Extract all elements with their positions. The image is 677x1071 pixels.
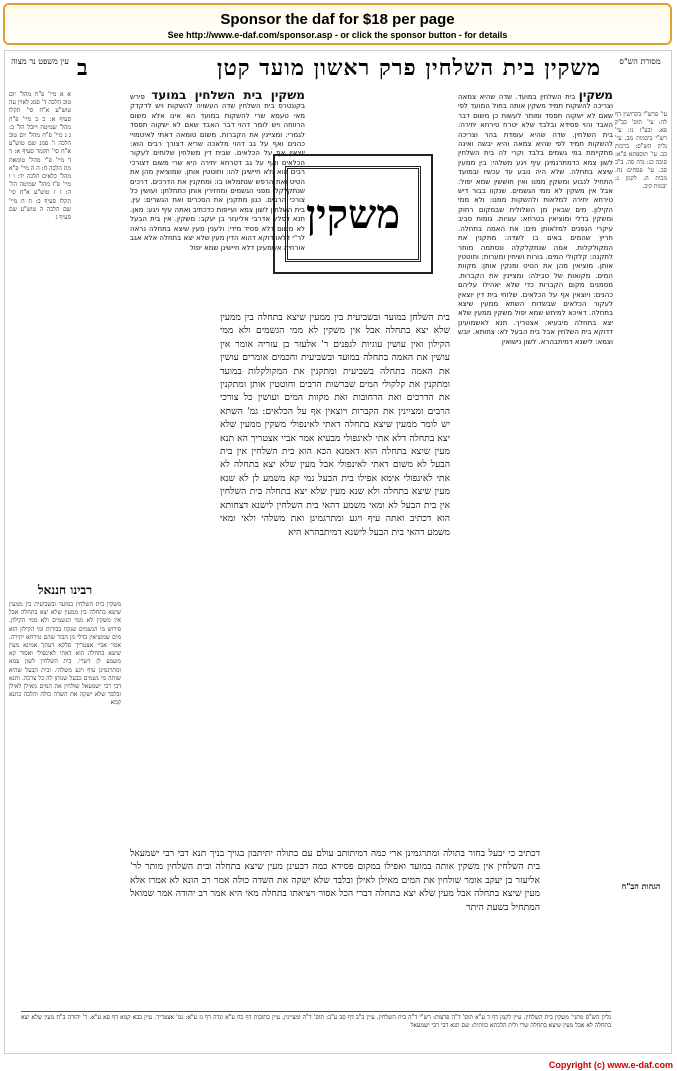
rashi-dibbur: משקין: [578, 91, 613, 102]
tosafot-title: משקין בית השלחין במועד: [151, 91, 305, 102]
daf-number: ב: [77, 55, 88, 81]
hagahot-label: הגהות הב"ח: [621, 881, 661, 891]
ein-mishpat-label: עין משפט נר מצוה: [11, 57, 69, 66]
gemara-text-continued: דכתיב כי יבעל בחור בתולה ומתרגמינן ארי כמה דמיתותב עולם עם בתולה יתיתבון בגויך בניך תנא דבי רבי ישמעאל בית השלחין אין משקין אותה במועד ואפילו במקום פסידא כמה דבעינן מעין שיצא בתחלה ובית השלחין מותר לר' אליעזר בן יעקב אומר שולחין את המים מאילן לאילן ובלבד שלא ישקה את השדה כולה אמר רב הונא לא אמרו אלא מעין שיצא בתחלה אבל מעין שלא יצא בתחלה דברי הכל אסור ויציאתו בתחלה מאי היא אמר רב יהודה אמר שמואל המתחיל בשעת היתר: [130, 848, 540, 913]
tosafot-text: פירש בקונטרס בית השלחין שדה העשויה להשקות ויש לדקדק מאי טעמא שרי להשקות במועד הא אינו אלא משום הרווחה ויש לומר דהוי דבר האבד שאם לא ישקוה תפסד לגמרי: ומציינין את הקברות. משום טומאה דאתי לאיטמויי כהנים ואף על גב דהוי מלאכה שריא דצורך רבים הוא: יוצאין אף על הכלאים. שבית דין משלחין שלוחים לעקור הכלאים ואף על גב דטרחא יתירה היא שרי משום דצורכי רבים הוא ולא חיישינן להו: וחוטטין אותן. שמוציאין מהן את הטיט ואת הרפש שנתמלאו בו: ומתקנין את הדרכים. דרכים שנתקלקלו מפני הגשמים ומחזירין אותן כתחלתן: ועושין כל צורכי הרבים. כגון מתקנין את הסכרים ואת הגשרים: עין. בית השלחין לשון צמא ועייפות כדכתיב ואתה עיף ויגע: מאן. תנא דפליג אדרבי אליעזר בן יעקב: משקין. אין בית הבעל לא משום דלא פסיד מידי: ולענין מעין שיצא בתחלה נראה לר"י דלאו דוקא דהוא הדין מעין שלא יצא בתחלה אלא אגב אורחיה אשמעינן דלא חיישינן שמא יפול: [130, 93, 305, 252]
running-head: משקין בית השלחין פרק ראשון מועד קטן: [216, 55, 601, 81]
masoret-hashas-label: מסורת הש"ס: [619, 57, 661, 66]
sponsor-banner-title[interactable]: Sponsor the daf for $18 per page: [220, 11, 455, 28]
sponsor-banner[interactable]: [3, 3, 672, 45]
ein-mishpat-column: א א מיי' פ"ח מהל' יום טוב הלכה ד' סמג לאוין עה טוש"ע א"ח סי' תקלז סעיף א: ב ב מיי' פ"ח מהל' שמיטה ויובל הל' ב: ג ג מיי' פ"ח מהל' יום טוב הלכה ו' סמג שם טוש"ע א"ח סי' תקמד סעיף א: ד ד מיי' פ"י מהל' טומאת מת הלכה ח: ה ה מיי' פ"א מהל' כלאים הלכה יד: ו ו מיי' פ"ז מהל' שמיטה הל' ה: ז ז טוש"ע א"ח סי' תקלז סעיף ב: ח ח מיי' שם הלכה ה טוש"ע שם סעיף ג: [9, 91, 71, 222]
sponsor-banner-subtitle[interactable]: See http://www.e-daf.com/sponsor.asp - or click the sponsor button - for details: [167, 30, 508, 40]
talmud-page: [4, 50, 672, 1054]
opening-word: משקין: [305, 190, 401, 238]
rabbenu-chananel-title: רבינו חננאל: [37, 583, 93, 597]
rashi-text: בית השלחין במועד. שדה שהיא צמאה וצריכה להשקות תמיד משקין אותה בחול המועד לפי שאם לא ישקוה תפסד ומותר לעשות כן משום דבר האבד והוי פסידא ובלבד שלא יטרח טירחא יתירה: בית השלחין. שדה שהיא עומדת בהר וצריכה להשקות תמיד לפי שהיא צמאה והיא יבשה ואינה מתקיימת במי גשמים בלבד וקרי לה בית השלחין לשון צמא כדמתרגמינן עיף ויגע משלהי: בין ממעין שיצא בתחלה. שלא היה נובע עד עכשיו ובמועד התחיל לנבוע ומשקין ממנו ואין חוששין שמא יפול: אבל אין משקין לא ממי הגשמים. שנקוו בבור דיש טירחא יתירה למלאות ולהשקות ממנו: ולא ממי הקילון. מים שבאין מן השלולית שבמקום רחוק ומשקין בדלי ומוציאין בטרחא: עוגיות. גומות סביב עיקרי הגפנים למלאותן מים: את האמה בתחלה. חריץ שהמים באים בו לשדה: מתקנין את המקולקלות. אמה שנתקלקלה ונסתמה מותר לתקנה: קלקולי המים. בורות ושיחין ומערות: וחוטטין אותן. מוציאין מהן את הטיט ומנקין אותן: מקוות המים. מקואות של טבילה: ומציינין את הקברות. מסמנים מקום הקברות כדי שלא יאהילו עליהם כהנים: ויוצאין אף על הכלאים. שלוחי בית דין יוצאין לעקור הכלאים שבשדות: [458, 93, 613, 308]
gilyon-hashas-footnotes: גליון הש"ס מתני' משקין בית השלחין. עיין לקמן דף ד ע"א תוס' ד"ה פרצות: רש"י ד"ה בית השלחין. עיין ב"ב דף סב ע"ב: תוס' ד"ה ומציינין. עיין כתובות דף כח ע"א ונדה דף נז ע"א: גמ' אצטריך. עיין בבא קמא דף פא ע"א. ר' יהודה ב"ח מעין שלא יצא בתחלה לא אבל מעין שיצא בתחלה שרי ולית הלכתא כוותיה: שם תנא דבי רבי ישמעאל: [21, 1011, 611, 1052]
masoret-hashas-column: עי' פרש"י בקדושין דף לה: עי' תוס' בב"ק פא. ובע"ז נו: עי' רש"י ביבמות מב. עי' גליון הש"ס: ברכות כב. עי' תוספתא פ"א: סוכה כג: נדה סה. ב"ב סב. עי' פסחים נח. מכות ח. לקמן ג: יבמות קיב.: [615, 111, 667, 190]
gemara-text: בית השלחן במועד ובשביעית בין ממעין שיצא בתחלה בין ממעין שלא יצא בתחלה אבל אין משקין לא ממי הגשמים ולא ממי הקילון ואין עושין עוגיות לגפנים ר' אלעזר בן עזריה אומר אין עושין את האמה בתחלה במועד ובשביעית וחכמים אומרים עושין את האמה בתחלה בשביעית ומתקנין את המקולקלות במועד ומתקנין את קלקולי המים שברשות הרבים וחוטטין אותן ומתקנין את הדרכים ואת הרחובות ואת מקוות המים ועושין כל צורכי הרבים ומציינין את הקברות ויוצאין אף על הכלאים: גמ' השתא יש לומר ממעין שיצא בתחלה דאתי לאינפולי משקין ממעין שלא יצא בתחלה דלא אתי לאינפולי מבעיא אמר אביי אצטריך הא תנא מעין שיצא בתחלה הוא דאמנא הכא הוא בית השלחין אין בית הבעל לא משום דאתי לאינפולי אבל מעין שלא יצא בתחלה לא אתי לאינפולי אימא אפילו בית הבעל נמי קא משמע לן לא שנא מעין שיצא בתחלה ולא שנא מעין שלא יצא בתחלה בית השלחין אין בית הבעל לא ומאי משמע דהאי בית השלחין לישנא דצחותא הוא דכתיב ואתה עיף ויגע ומתרגמינן ואת משלהי ולאי ומאי משמע דהאי בית הבעל לישנא דמיתבהרא היא: [220, 312, 450, 538]
tosafot-commentary: [130, 91, 305, 891]
page-header: [5, 55, 671, 89]
rabbenu-chananel-text: משקין בית השלחין במועד ובשביעית בין ממעין שיצא בתחלה בין ממעין שלא יצא בתחלה אבל אין משקין לא ממי הגשמים ולא ממי הקילון. פירוש מי הגשמים שנקוו בבורות ומי הקילון הוא מים שמוציאין בדלי מן הבור שהם טירחא יתירה. אמר אביי אצטריך סלקא דעתך אמינא מעין שיצא בתחלה הוא דאתי לאינפולי ואסור קא משמע לן דשרי. בית השלחין לשון צמא ומתרגמינן עיף ויגע משלהי. ובית הבעל שהיא שותה מי גשמים כבעל שנותן לה כל צרכה. ותנא דבי רבי ישמעאל שולחין את המים מאילן לאילן ובלבד שלא ישקה את השדה כולה והלכה כתנא קמא: [9, 601, 121, 707]
copyright-notice[interactable]: Copyright (c) www.e-daf.com: [548, 1060, 673, 1070]
rashi-text-2: השתא ממעין שיצא בתחלה. דאיכא למיחש שמא יפול משקין ממעין שלא יצא בתחלה מיבעיא: אצטריך. תנא לאשמועינן דדוקא בית השלחין אבל בית הבעל לא: צחותא. יובש וצמא: לישנא דמיתבהרא. לשון נישואין: [458, 299, 613, 346]
